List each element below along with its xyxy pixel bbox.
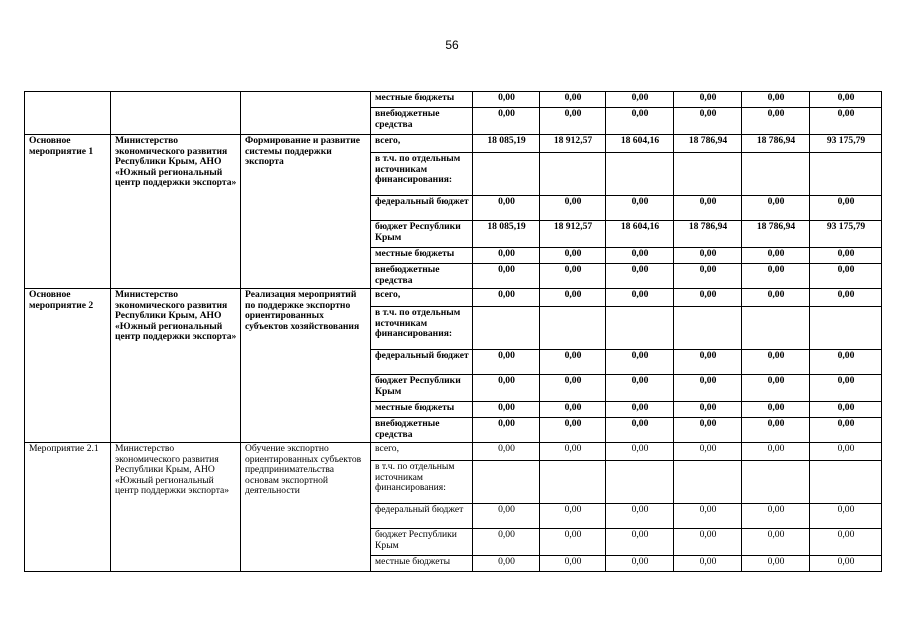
amount-cell: 0,00 [473,264,540,289]
amount-cell: 0,00 [742,289,810,307]
amount-cell: 0,00 [674,418,742,443]
amount-cell: 0,00 [606,92,674,108]
measure-executor: Министерство экономического развития Республики Крым, АНО «Южный региональный центр поддержки экспорта» [111,289,241,443]
source-label: внебюджетные средства [371,418,473,443]
amount-cell: 0,00 [810,196,882,221]
amount-cell [540,153,606,196]
measure-executor: Министерство экономического развития Республики Крым, АНО «Южный региональный центр поддержки экспорта» [111,135,241,289]
amount-cell: 93 175,79 [810,135,882,153]
amount-cell: 0,00 [810,402,882,418]
source-label: всего, [371,135,473,153]
measure-code: Основное мероприятие 1 [25,135,111,289]
table-row [25,443,882,461]
amount-cell: 18 085,19 [473,221,540,248]
amount-cell: 0,00 [606,264,674,289]
continued-name-cell [241,92,371,135]
measure-code: Основное мероприятие 2 [25,289,111,443]
amount-cell: 0,00 [606,443,674,461]
amount-cell: 18 786,94 [742,135,810,153]
amount-cell: 0,00 [674,350,742,375]
amount-cell: 0,00 [473,248,540,264]
amount-cell [606,307,674,350]
measure-name: Реализация мероприятий по поддержке экспортно ориентированных субъектов хозяйствования [241,289,371,443]
amount-cell: 0,00 [606,350,674,375]
amount-cell: 0,00 [810,418,882,443]
amount-cell: 0,00 [674,402,742,418]
amount-cell: 18 085,19 [473,135,540,153]
amount-cell: 0,00 [742,418,810,443]
table-row [25,289,882,307]
amount-cell [810,461,882,504]
table-row [25,135,882,153]
measure-name: Обучение экспортно ориентированных субъектов предпринимательства основам экспортной деятельности [241,443,371,572]
amount-cell: 0,00 [606,418,674,443]
amount-cell: 0,00 [606,529,674,556]
amount-cell: 0,00 [674,196,742,221]
amount-cell: 0,00 [540,529,606,556]
amount-cell: 0,00 [606,402,674,418]
source-label: бюджет Республики Крым [371,529,473,556]
amount-cell: 0,00 [674,375,742,402]
amount-cell: 0,00 [742,529,810,556]
source-label: местные бюджеты [371,556,473,572]
amount-cell: 0,00 [473,443,540,461]
source-label: всего, [371,289,473,307]
source-label: всего, [371,443,473,461]
amount-cell [674,307,742,350]
amount-cell: 0,00 [674,556,742,572]
amount-cell: 0,00 [742,196,810,221]
amount-cell: 0,00 [473,375,540,402]
amount-cell: 0,00 [742,264,810,289]
source-label: федеральный бюджет [371,196,473,221]
amount-cell [540,461,606,504]
amount-cell: 0,00 [674,504,742,529]
amount-cell: 18 604,16 [606,135,674,153]
amount-cell: 0,00 [742,248,810,264]
amount-cell [473,307,540,350]
amount-cell: 0,00 [742,108,810,135]
amount-cell: 0,00 [540,92,606,108]
amount-cell: 0,00 [473,556,540,572]
source-label: местные бюджеты [371,248,473,264]
amount-cell: 0,00 [540,556,606,572]
amount-cell: 0,00 [810,264,882,289]
source-label: внебюджетные средства [371,264,473,289]
source-label: внебюджетные средства [371,108,473,135]
amount-cell: 0,00 [810,289,882,307]
amount-cell: 0,00 [742,350,810,375]
amount-cell: 0,00 [540,375,606,402]
amount-cell: 0,00 [473,504,540,529]
amount-cell: 0,00 [473,289,540,307]
amount-cell [606,461,674,504]
amount-cell: 0,00 [810,504,882,529]
amount-cell [473,461,540,504]
amount-cell: 0,00 [540,402,606,418]
amount-cell: 0,00 [810,92,882,108]
amount-cell: 0,00 [473,418,540,443]
amount-cell: 0,00 [742,504,810,529]
amount-cell [674,461,742,504]
amount-cell: 93 175,79 [810,221,882,248]
source-label: в т.ч. по отдельным источникам финансирования: [371,461,473,504]
amount-cell: 0,00 [473,350,540,375]
amount-cell: 0,00 [540,350,606,375]
measure-name: Формирование и развитие системы поддержки экспорта [241,135,371,289]
amount-cell: 0,00 [606,289,674,307]
amount-cell: 0,00 [674,443,742,461]
amount-cell: 0,00 [674,289,742,307]
source-label: в т.ч. по отдельным источникам финансирования: [371,307,473,350]
amount-cell [606,153,674,196]
amount-cell: 0,00 [606,248,674,264]
amount-cell: 0,00 [742,443,810,461]
amount-cell: 0,00 [473,402,540,418]
amount-cell: 0,00 [473,92,540,108]
amount-cell: 18 786,94 [674,135,742,153]
amount-cell [810,307,882,350]
amount-cell: 18 912,57 [540,221,606,248]
amount-cell: 0,00 [742,92,810,108]
source-label: федеральный бюджет [371,504,473,529]
amount-cell: 0,00 [606,556,674,572]
amount-cell: 0,00 [540,248,606,264]
amount-cell [742,307,810,350]
amount-cell: 0,00 [674,264,742,289]
measure-code: Мероприятие 2.1 [25,443,111,572]
amount-cell: 0,00 [674,529,742,556]
amount-cell: 0,00 [674,108,742,135]
amount-cell: 0,00 [606,375,674,402]
amount-cell: 0,00 [674,248,742,264]
amount-cell: 0,00 [606,196,674,221]
amount-cell: 0,00 [540,418,606,443]
amount-cell: 0,00 [742,375,810,402]
amount-cell: 0,00 [540,443,606,461]
source-label: местные бюджеты [371,92,473,108]
source-label: в т.ч. по отдельным источникам финансирования: [371,153,473,196]
amount-cell: 0,00 [810,443,882,461]
amount-cell: 0,00 [473,196,540,221]
amount-cell: 18 604,16 [606,221,674,248]
amount-cell: 0,00 [473,529,540,556]
source-label: федеральный бюджет [371,350,473,375]
amount-cell [742,461,810,504]
continued-code-cell [25,92,111,135]
amount-cell [742,153,810,196]
amount-cell [810,153,882,196]
table-row [25,92,882,108]
amount-cell: 0,00 [540,504,606,529]
amount-cell: 0,00 [473,108,540,135]
amount-cell: 0,00 [540,289,606,307]
amount-cell: 0,00 [810,350,882,375]
source-label: местные бюджеты [371,402,473,418]
amount-cell: 0,00 [810,529,882,556]
source-label: бюджет Республики Крым [371,375,473,402]
amount-cell: 18 786,94 [674,221,742,248]
amount-cell: 18 786,94 [742,221,810,248]
amount-cell: 0,00 [540,108,606,135]
amount-cell: 0,00 [742,402,810,418]
page-number: 56 [445,38,459,52]
amount-cell: 0,00 [674,92,742,108]
continued-executor-cell [111,92,241,135]
amount-cell: 0,00 [540,196,606,221]
amount-cell: 0,00 [540,264,606,289]
amount-cell: 0,00 [606,108,674,135]
amount-cell: 0,00 [810,108,882,135]
amount-cell [473,153,540,196]
amount-cell: 0,00 [810,375,882,402]
amount-cell [540,307,606,350]
amount-cell: 18 912,57 [540,135,606,153]
amount-cell [674,153,742,196]
amount-cell: 0,00 [810,556,882,572]
source-label: бюджет Республики Крым [371,221,473,248]
amount-cell: 0,00 [606,504,674,529]
amount-cell: 0,00 [742,556,810,572]
budget-table [24,91,882,572]
amount-cell: 0,00 [810,248,882,264]
measure-executor: Министерство экономического развития Республики Крым, АНО «Южный региональный центр поддержки экспорта» [111,443,241,572]
